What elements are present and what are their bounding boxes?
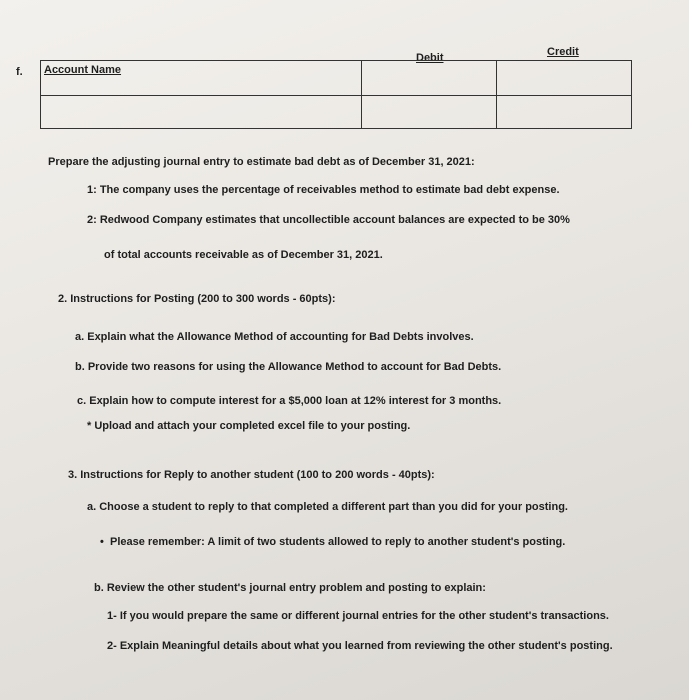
table-row — [41, 95, 631, 128]
reply-item-b: b. Review the other student's journal entry problem and posting to explain: — [94, 582, 486, 594]
posting-item-a: a. Explain what the Allowance Method of accounting for Bad Debts involves. — [75, 331, 474, 343]
reply-bullet-marker: • — [100, 536, 104, 548]
prompt-point-2-continuation: of total accounts receivable as of December 31, 2021. — [104, 249, 383, 261]
account-name-header: Account Name — [44, 64, 122, 76]
posting-heading: 2. Instructions for Posting (200 to 300 words - 60pts): — [58, 293, 336, 305]
debit-column-divider — [361, 61, 362, 128]
reply-sub-item-2: 2- Explain Meaningful details about what you learned from reviewing the other student's posting. — [107, 640, 613, 652]
posting-bullet: * Upload and attach your completed excel file to your posting. — [87, 420, 411, 432]
reply-item-a: a. Choose a student to reply to that completed a different part than you did for your posting. — [87, 501, 568, 513]
table-row — [41, 61, 631, 96]
credit-header: Credit — [547, 46, 579, 58]
reply-heading: 3. Instructions for Reply to another student (100 to 200 words - 40pts): — [68, 469, 435, 481]
item-marker: f. — [16, 66, 23, 78]
posting-item-b: b. Provide two reasons for using the Allowance Method to account for Bad Debts. — [75, 361, 502, 373]
posting-item-c: c. Explain how to compute interest for a $5,000 loan at 12% interest for 3 months. — [77, 395, 502, 407]
prompt-point-1: 1: The company uses the percentage of receivables method to estimate bad debt expense. — [87, 184, 560, 196]
prompt-point-2: 2: Redwood Company estimates that uncollectible account balances are expected to be 30% — [87, 214, 570, 226]
reply-sub-item-1: 1- If you would prepare the same or different journal entries for the other student's transactions. — [107, 610, 609, 622]
journal-entry-table — [40, 60, 632, 129]
credit-column-divider — [496, 61, 497, 128]
prompt-title: Prepare the adjusting journal entry to estimate bad debt as of December 31, 2021: — [48, 156, 475, 168]
debit-header: Debit — [416, 52, 444, 64]
reply-bullet: Please remember: A limit of two students allowed to reply to another student's posting. — [110, 536, 566, 548]
